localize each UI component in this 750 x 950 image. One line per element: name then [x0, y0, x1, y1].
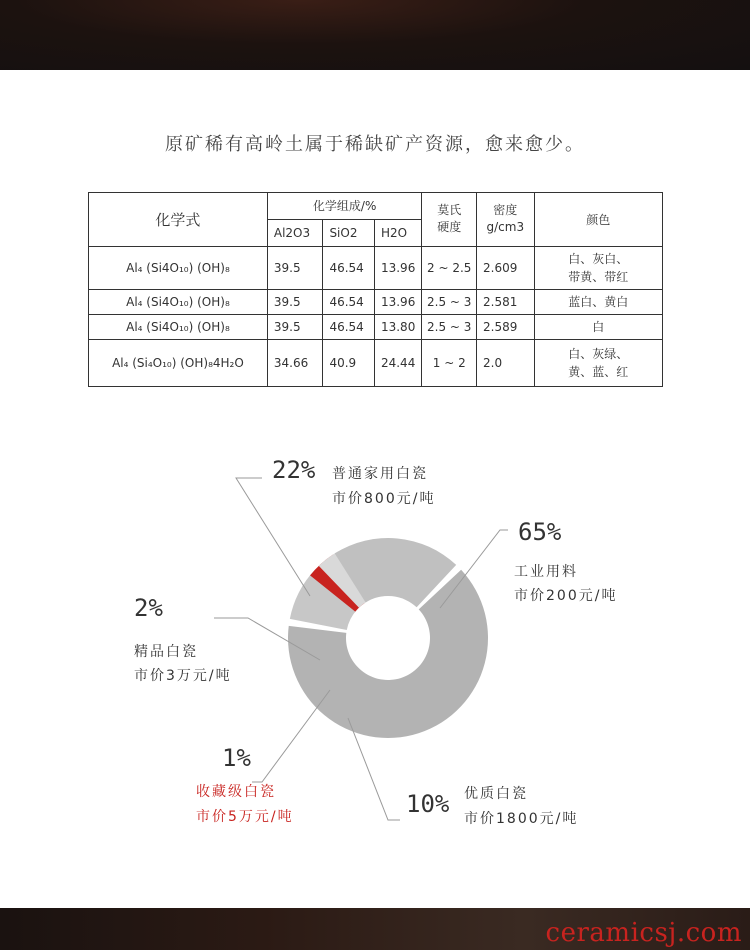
cell-hardness: 2.5 ~ 3: [422, 314, 477, 339]
col-header-density: [477, 193, 535, 247]
donut-slices: [288, 538, 488, 738]
cell-color: [534, 339, 662, 386]
col-header-al2o3: Al2O3: [267, 219, 323, 246]
cell-density: 2.609: [477, 246, 535, 289]
cell-h2o: 13.96: [374, 289, 421, 314]
cell-color-line: 带黄、带红: [568, 269, 629, 284]
cell-density: 2.581: [477, 289, 535, 314]
slice-percent: 10%: [406, 790, 450, 818]
cell-color-line: 黄、蓝、红: [568, 364, 629, 379]
cell-sio2: 46.54: [323, 246, 375, 289]
cell-color: 白: [534, 314, 662, 339]
slice-name: 工业用料: [514, 564, 578, 580]
slice-price: 市价3万元/吨: [134, 668, 232, 684]
cell-formula: Al₄ (Si4O₁₀) (OH)₈: [89, 246, 268, 289]
slice-name: 优质白瓷: [464, 786, 528, 802]
col-header-hardness: [422, 193, 477, 247]
cell-al2o3: 39.5: [267, 289, 323, 314]
table-row: [89, 289, 663, 314]
table-row: [89, 246, 663, 289]
table-row: [89, 314, 663, 339]
cell-al2o3: 39.5: [267, 246, 323, 289]
cell-h2o: 24.44: [374, 339, 421, 386]
cell-h2o: 13.80: [374, 314, 421, 339]
cell-sio2: 46.54: [323, 289, 375, 314]
cell-al2o3: 39.5: [267, 314, 323, 339]
slice-labels: [134, 456, 617, 827]
cell-color-line: 白、灰绿、: [568, 346, 629, 361]
col-header-color: 颜色: [534, 193, 662, 247]
slice-percent: 1%: [222, 744, 251, 772]
cell-sio2: 40.9: [323, 339, 375, 386]
header-image-band: [0, 0, 750, 70]
slice-percent: 22%: [272, 456, 316, 484]
cell-al2o3: 34.66: [267, 339, 323, 386]
slice-name: 收藏级白瓷: [196, 784, 276, 800]
col-header-h2o: H2O: [374, 219, 421, 246]
density-label-2: g/cm3: [486, 220, 525, 235]
slice-percent: 2%: [134, 594, 163, 622]
col-header-formula: 化学式: [89, 193, 268, 247]
slice-name: 普通家用白瓷: [332, 466, 428, 482]
cell-hardness: 1 ~ 2: [422, 339, 477, 386]
table-row: [89, 339, 663, 386]
hardness-label-1: 莫氏: [437, 203, 462, 218]
cell-density: 2.0: [477, 339, 535, 386]
col-header-composition: 化学组成/%: [267, 193, 422, 220]
slice-price: 市价800元/吨: [332, 491, 436, 507]
cell-color: 蓝白、黄白: [534, 289, 662, 314]
density-label-1: 密度: [493, 203, 518, 218]
cell-density: 2.589: [477, 314, 535, 339]
hardness-label-2: 硬度: [437, 220, 462, 235]
slice-name: 精品白瓷: [134, 644, 198, 660]
cell-hardness: 2 ~ 2.5: [422, 246, 477, 289]
slice-price: 市价1800元/吨: [464, 811, 579, 827]
intro-text: 原矿稀有高岭土属于稀缺矿产资源，愈来愈少。: [165, 134, 585, 155]
watermark-text: ceramicsj.com: [545, 918, 742, 948]
col-header-sio2: SiO2: [323, 219, 375, 246]
slice-price: 市价200元/吨: [514, 588, 618, 604]
cell-formula: Al₄ (Si₄O₁₀) (OH)₈4H₂O: [89, 339, 268, 386]
cell-formula: Al₄ (Si4O₁₀) (OH)₈: [89, 289, 268, 314]
slice-price: 市价5万元/吨: [196, 809, 294, 825]
cell-color: [534, 246, 662, 289]
slice-percent: 65%: [518, 518, 562, 546]
cell-sio2: 46.54: [323, 314, 375, 339]
cell-hardness: 2.5 ~ 3: [422, 289, 477, 314]
cell-color-line: 白、灰白、: [568, 251, 629, 266]
leader-line: [236, 478, 310, 596]
cell-h2o: 13.96: [374, 246, 421, 289]
cell-formula: Al₄ (Si4O₁₀) (OH)₈: [89, 314, 268, 339]
mineral-table: [88, 192, 663, 387]
donut-chart: [0, 400, 750, 880]
